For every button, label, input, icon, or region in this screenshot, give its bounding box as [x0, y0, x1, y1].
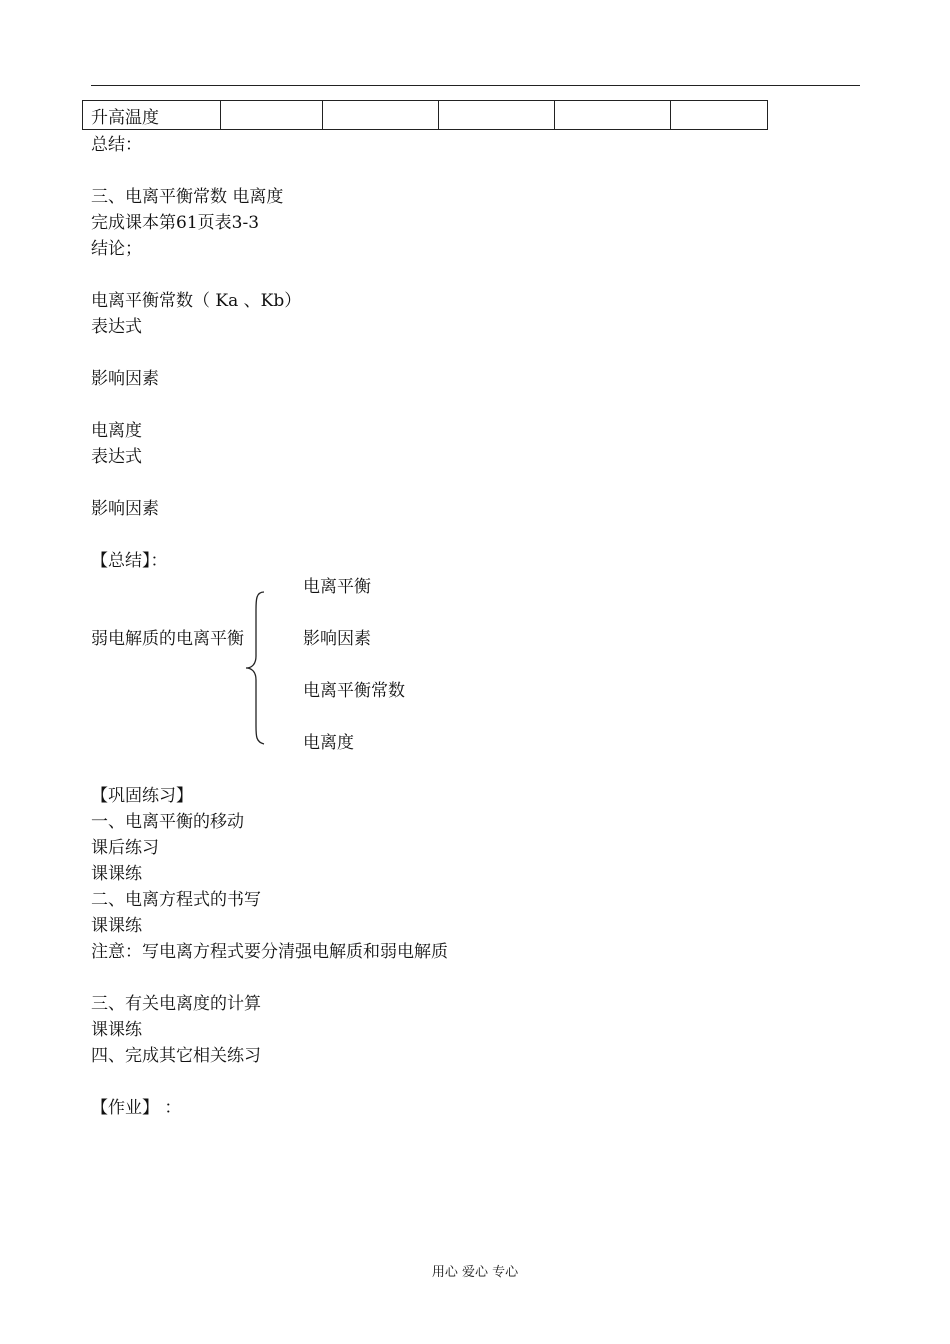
practice-item-4: 四、完成其它相关练习	[91, 1046, 261, 1066]
table-row	[83, 101, 768, 130]
section3-task: 完成课本第61页表3-3	[91, 213, 260, 233]
factors-label-2: 影响因素	[91, 499, 159, 519]
homework-heading: 【作业】 ：	[91, 1098, 182, 1118]
ionization-constant-heading: 电离平衡常数（ Ka 、Kb）	[91, 291, 302, 311]
brace-label: 弱电解质的电离平衡	[91, 629, 244, 649]
table-cell	[555, 101, 671, 130]
brace-item: 电离平衡	[303, 577, 371, 597]
factors-label-1: 影响因素	[91, 369, 159, 389]
page-footer: 用心 爱心 专心	[431, 1265, 519, 1280]
summary-heading: 【总结】：	[91, 551, 168, 571]
table-cell	[323, 101, 439, 130]
expression-label-2: 表达式	[91, 447, 142, 467]
row-label-cell: 升高温度	[83, 101, 221, 130]
conclusion-label: 结论；	[91, 239, 142, 259]
expression-label-1: 表达式	[91, 317, 142, 337]
practice-item-3: 三、有关电离度的计算	[91, 994, 261, 1014]
summary-label: 总结：	[91, 135, 142, 155]
table-cell	[221, 101, 323, 130]
practice-item-1: 一、电离平衡的移动	[91, 812, 244, 832]
ionization-degree-heading: 电离度	[91, 421, 142, 441]
practice-heading: 【巩固练习】	[91, 786, 193, 806]
brace-item: 影响因素	[303, 629, 371, 649]
practice-sub: 课课练	[91, 1020, 142, 1040]
brace-item: 电离平衡常数	[303, 681, 405, 701]
condition-table	[82, 100, 768, 130]
table-cell	[439, 101, 555, 130]
section3-title: 三、电离平衡常数 电离度	[91, 187, 284, 207]
practice-note: 注意：写电离方程式要分清强电解质和弱电解质	[91, 942, 448, 962]
header-rule	[91, 85, 860, 86]
practice-sub: 课课练	[91, 916, 142, 936]
left-brace	[244, 590, 266, 746]
table-cell	[671, 101, 768, 130]
brace-item: 电离度	[303, 733, 354, 753]
practice-sub: 课后练习	[91, 838, 159, 858]
practice-item-2: 二、电离方程式的书写	[91, 890, 261, 910]
practice-sub: 课课练	[91, 864, 142, 884]
